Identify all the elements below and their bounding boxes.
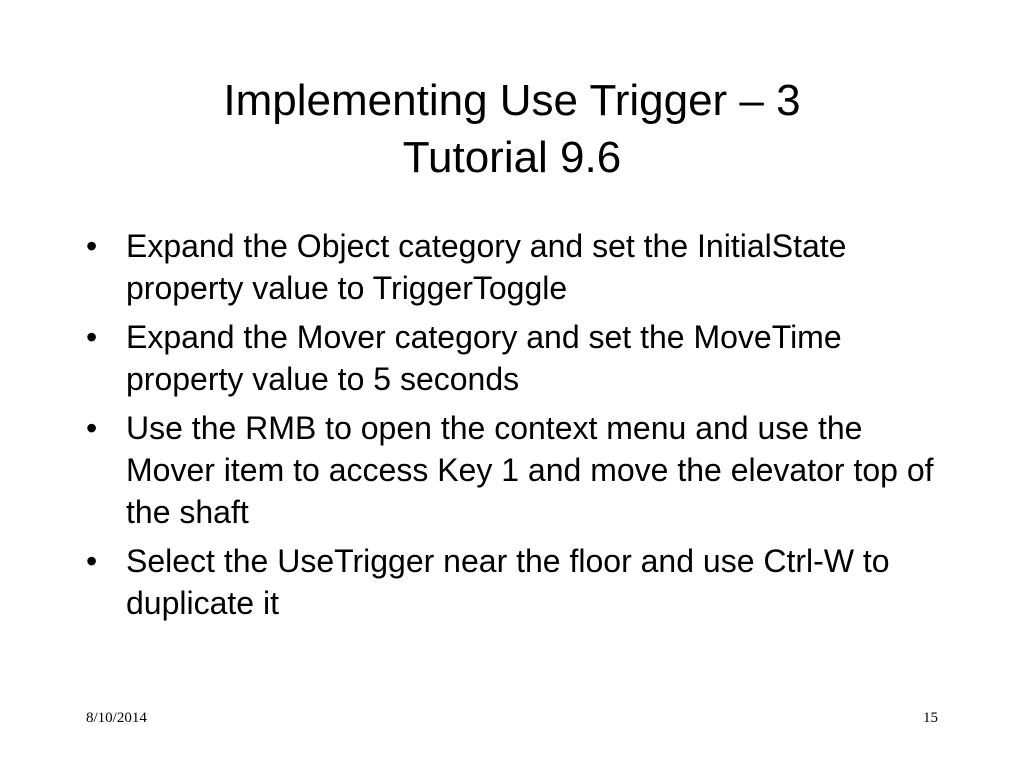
bullet-text: Use the RMB to open the context menu and use the Mover item to access Key 1 and move the elevator top of the shaft (126, 410, 934, 530)
bullet-item (86, 408, 946, 533)
slide-title-line-1: Implementing Use Trigger – 3 (223, 76, 801, 125)
bullet-text: Expand the Object category and set the InitialState property value to TriggerToggle (126, 228, 847, 306)
bullet-text: Expand the Mover category and set the MoveTime property value to 5 seconds (126, 319, 842, 397)
slide-title (80, 72, 944, 186)
bullet-list (86, 226, 946, 632)
bullet-item (86, 226, 946, 309)
slide-title-line-2: Tutorial 9.6 (402, 133, 622, 183)
bullet-marker: • (86, 319, 98, 356)
bullet-marker: • (86, 410, 98, 447)
bullet-marker: • (86, 543, 98, 580)
bullet-marker: • (86, 228, 98, 264)
bullet-item (86, 541, 946, 624)
bullet-item (86, 317, 946, 400)
footer-page-number: 15 (923, 710, 938, 726)
bullet-text: Select the UseTrigger near the floor and use Ctrl-W to duplicate it (126, 543, 890, 621)
footer-date: 8/10/2014 (86, 710, 147, 726)
